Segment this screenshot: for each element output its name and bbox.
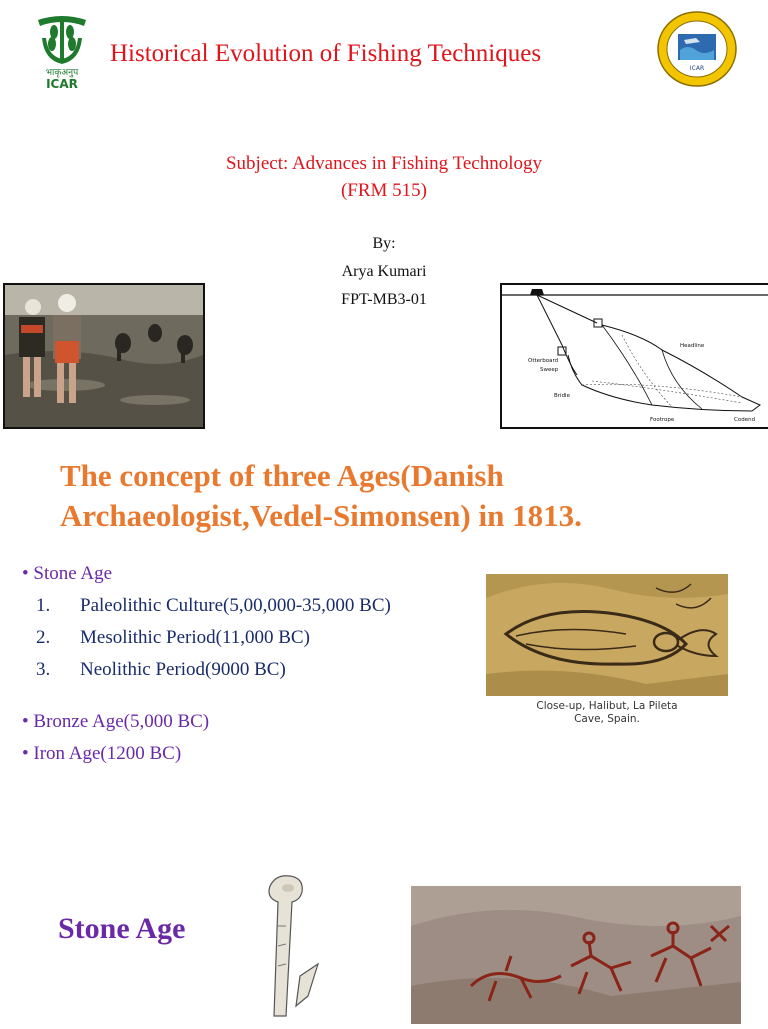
diagram-label-otterboard: Otterboard [528, 358, 559, 364]
cave-caption-line2: Cave, Spain. [574, 713, 640, 725]
trawl-net-diagram [500, 283, 768, 429]
beach-fishing-photo [3, 283, 205, 429]
author-id: FPT-MB3-01 [341, 291, 427, 308]
list-item: 3. Neolithic Period(9000 BC) [36, 659, 286, 680]
cave-caption [486, 700, 728, 726]
course-code: (FRM 515) [340, 180, 428, 201]
icar-logo [28, 12, 96, 92]
icar-logo-hindi: भाकृअनुप [45, 68, 79, 78]
institute-seal-logo [656, 10, 738, 88]
subject-line: Subject: Advances in Fishing Technology [225, 153, 542, 174]
list-item-bronze-age: • Bronze Age(5,000 BC) [22, 711, 210, 732]
list-item-stone-age: • Stone Age [22, 563, 113, 584]
rock-art-painting [411, 886, 741, 1024]
diagram-label-headline: Headline [680, 343, 705, 349]
author-name: Arya Kumari [341, 263, 427, 280]
stone-age-heading: Stone Age [58, 912, 186, 945]
list-item: 2. Mesolithic Period(11,000 BC) [36, 627, 310, 648]
seal-logo-text: ICAR [689, 65, 705, 72]
ages-list [22, 558, 482, 770]
list-item-iron-age: • Iron Age(1200 BC) [22, 743, 182, 764]
author-by-label: By: [372, 235, 396, 252]
icar-logo-text: ICAR [46, 77, 78, 91]
list-item: 1. Paleolithic Culture(5,00,000-35,000 BC) [36, 595, 391, 616]
section-heading [60, 456, 740, 536]
section-heading-line1: The concept of three Ages(Danish [60, 458, 504, 493]
cave-caption-line1: Close-up, Halibut, La Pileta [536, 700, 678, 712]
diagram-label-sweep: Sweep [540, 367, 559, 373]
section-heading-line2: Archaeologist,Vedel-Simonsen) in 1813. [60, 498, 582, 533]
cave-halibut-painting [486, 574, 728, 696]
diagram-label-codend: Codend [734, 417, 756, 423]
bone-hook-artifact [256, 866, 336, 1024]
page-title: Historical Evolution of Fishing Techniques [110, 40, 542, 67]
diagram-label-footrope: Footrope [650, 417, 675, 423]
subject-block [0, 150, 768, 204]
diagram-label-bridle: Bridle [554, 393, 570, 399]
